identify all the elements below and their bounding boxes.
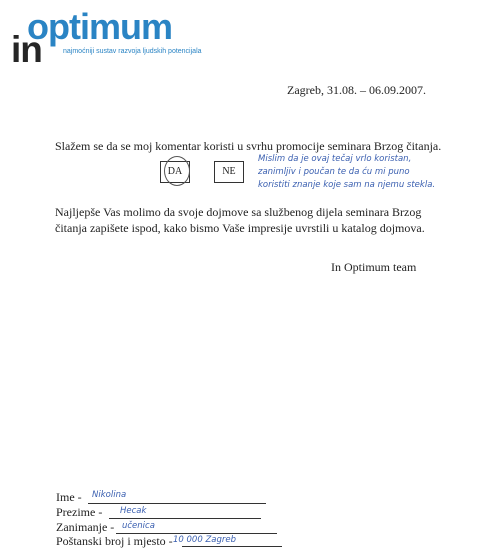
occupation-value: učenica (122, 521, 155, 531)
name-line[interactable] (88, 503, 266, 504)
surname-value: Hecak (120, 506, 147, 516)
option-no-box[interactable]: NE (214, 161, 244, 183)
comment-line: koristiti znanje koje sam na njemu stekla. (258, 180, 436, 190)
logo-tagline: najmoćniji sustav razvoja ljudskih potencijala (63, 48, 202, 55)
request-paragraph: Najljepše Vas molimo da svoje dojmove sa službenog dijela seminara Brzog čitanja zapišete ispod, kako bismo Vaše impresije uvrstili u katalog dojmova. (55, 205, 425, 235)
option-yes-box[interactable]: DA (160, 161, 190, 183)
signoff: In Optimum team (331, 260, 417, 274)
postal-value: 10 000 Zagreb (173, 535, 236, 545)
surname-line[interactable] (109, 518, 261, 519)
postal-line[interactable] (182, 546, 282, 547)
logo-in-text: in (11, 29, 42, 70)
occupation-label: Zanimanje - (56, 520, 115, 534)
surname-label: Prezime - (56, 505, 103, 519)
in-optimum-logo (8, 4, 248, 74)
comment-line: zanimljiv i poučan te da ću mi puno (258, 167, 410, 177)
postal-label: Poštanski broj i mjesto - (56, 534, 173, 548)
name-label: Ime - (56, 490, 82, 504)
document-date: Zagreb, 31.08. – 06.09.2007. (287, 83, 426, 97)
handwritten-comment (258, 153, 435, 192)
consent-statement: Slažem se da se moj komentar koristi u svrhu promocije seminara Brzog čitanja. (55, 139, 442, 153)
name-value: Nikolina (92, 490, 127, 500)
comment-line: Mislim da je ovaj tečaj vrlo koristan, (258, 154, 412, 164)
logo-optimum-text: optimum (27, 6, 172, 47)
selected-option-circle (164, 156, 190, 186)
